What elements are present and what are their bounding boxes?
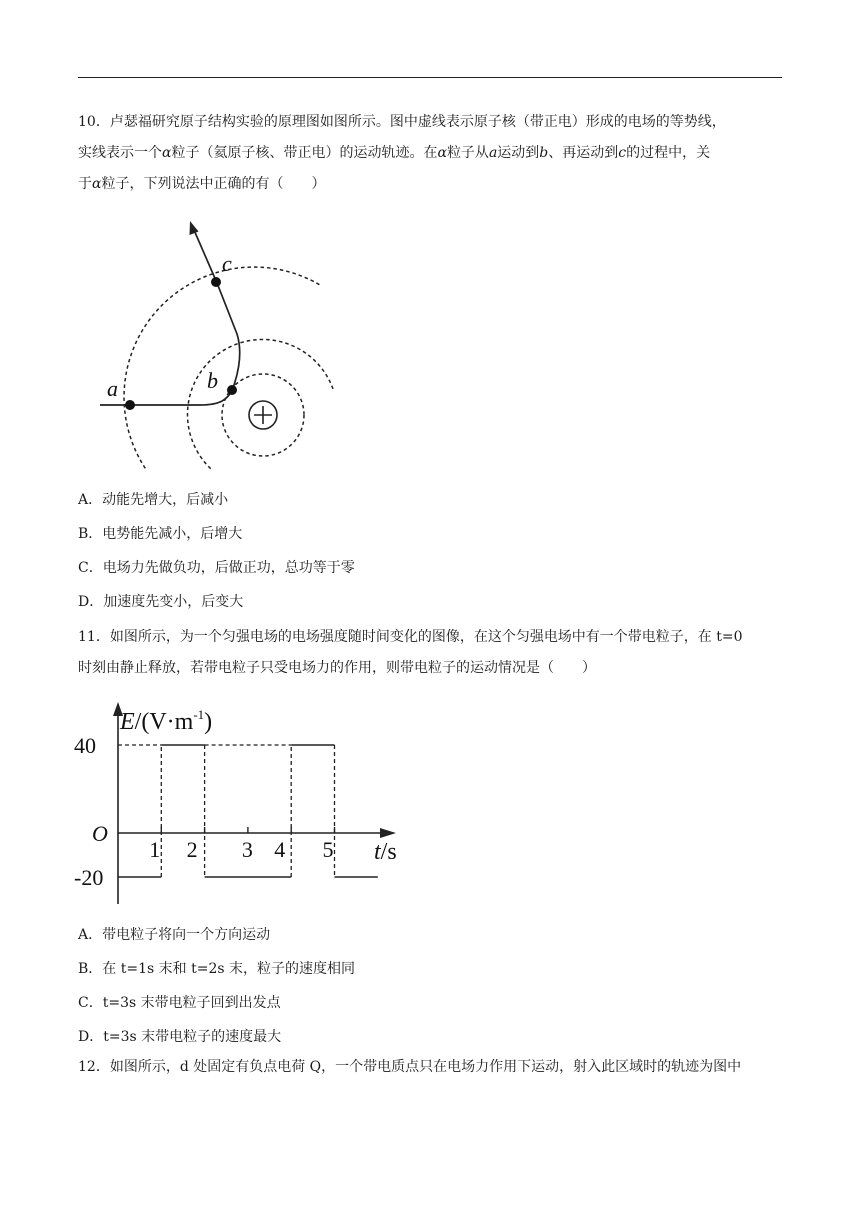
alpha-symbol: α xyxy=(92,176,102,192)
efield-time-chart xyxy=(70,698,410,913)
rutherford-figure xyxy=(90,218,340,473)
q11-option-b: B．在 t=1s 末和 t=2s 末，粒子的速度相同 xyxy=(78,961,355,977)
q10-option-a: A．动能先增大，后减小 xyxy=(78,492,229,508)
q10-option-c: C．电场力先做负功，后做正功，总功等于零 xyxy=(78,560,355,576)
x-axis-label: t/s xyxy=(374,839,397,865)
x-tick-label-1: 1 xyxy=(149,837,161,862)
q11-line-1: 11．如图所示，为一个匀强电场的电场强度随时间变化的图像，在这个匀强电场中有一个带电粒子，在 t=0 xyxy=(78,629,743,645)
q11-option-c: C．t=3s 末带电粒子回到出发点 xyxy=(78,995,281,1011)
point-b xyxy=(227,385,237,395)
q10-option-b: B．电势能先减小，后增大 xyxy=(78,526,243,542)
header-rule xyxy=(78,77,782,78)
q11-option-a: A．带电粒子将向一个方向运动 xyxy=(78,927,271,943)
x-tick-label-2: 2 xyxy=(186,837,198,862)
x-tick-label-4: 4 xyxy=(274,837,286,862)
alpha-trajectory xyxy=(100,230,240,405)
q10-option-d: D．加速度先变小，后变大 xyxy=(78,594,244,610)
origin-label: O xyxy=(92,821,108,846)
q11-line-2: 时刻由静止释放，若带电粒子只受电场力的作用，则带电粒子的运动情况是（ ） xyxy=(78,660,596,676)
y-axis-label: $E/(V\cdot m^{-1})$ xyxy=(120,707,213,735)
q10-line-1: 10．卢瑟福研究原子结构实验的原理图如图所示。图中虚线表示原子核（带正电）形成的电场的等势线， xyxy=(78,114,726,130)
alpha-symbol: α xyxy=(162,145,172,161)
q12-line-1: 12．如图所示，d 处固定有负点电荷 Q，一个带电质点只在电场力作用下运动，射入此区域时的轨迹为图中 xyxy=(78,1059,742,1075)
point-a xyxy=(125,400,135,410)
question-12-text xyxy=(78,1052,784,1083)
question-10-text: 10．卢瑟福研究原子结构实验的原理图如图所示。图中虚线表示原子核（带正电）形成的电场的等势线， 实线表示一个α粒子（氦原子核、带正电）的运动轨迹。在α粒子从a运动到b、再运动到c的过程中，关 于α粒子，下列说法中正确的有（ ） xyxy=(78,114,726,192)
x-axis-arrow xyxy=(380,828,396,838)
trajectory-arrowhead xyxy=(190,221,199,235)
y-tick-label-neg20: -20 xyxy=(74,865,104,890)
y-tick-label-40: 40 xyxy=(74,733,96,758)
x-tick-label-5: 5 xyxy=(322,837,334,862)
question-11-text xyxy=(78,622,784,684)
x-tick-label-3: 3 xyxy=(241,837,253,862)
label-c: c xyxy=(222,251,232,276)
label-b: b xyxy=(207,368,218,393)
alpha-symbol: α xyxy=(437,145,447,161)
q11-option-d: D．t=3s 末带电粒子的速度最大 xyxy=(78,1029,282,1045)
label-a: a xyxy=(107,376,118,401)
point-c xyxy=(211,277,221,287)
nucleus-plus-icon xyxy=(249,401,277,429)
